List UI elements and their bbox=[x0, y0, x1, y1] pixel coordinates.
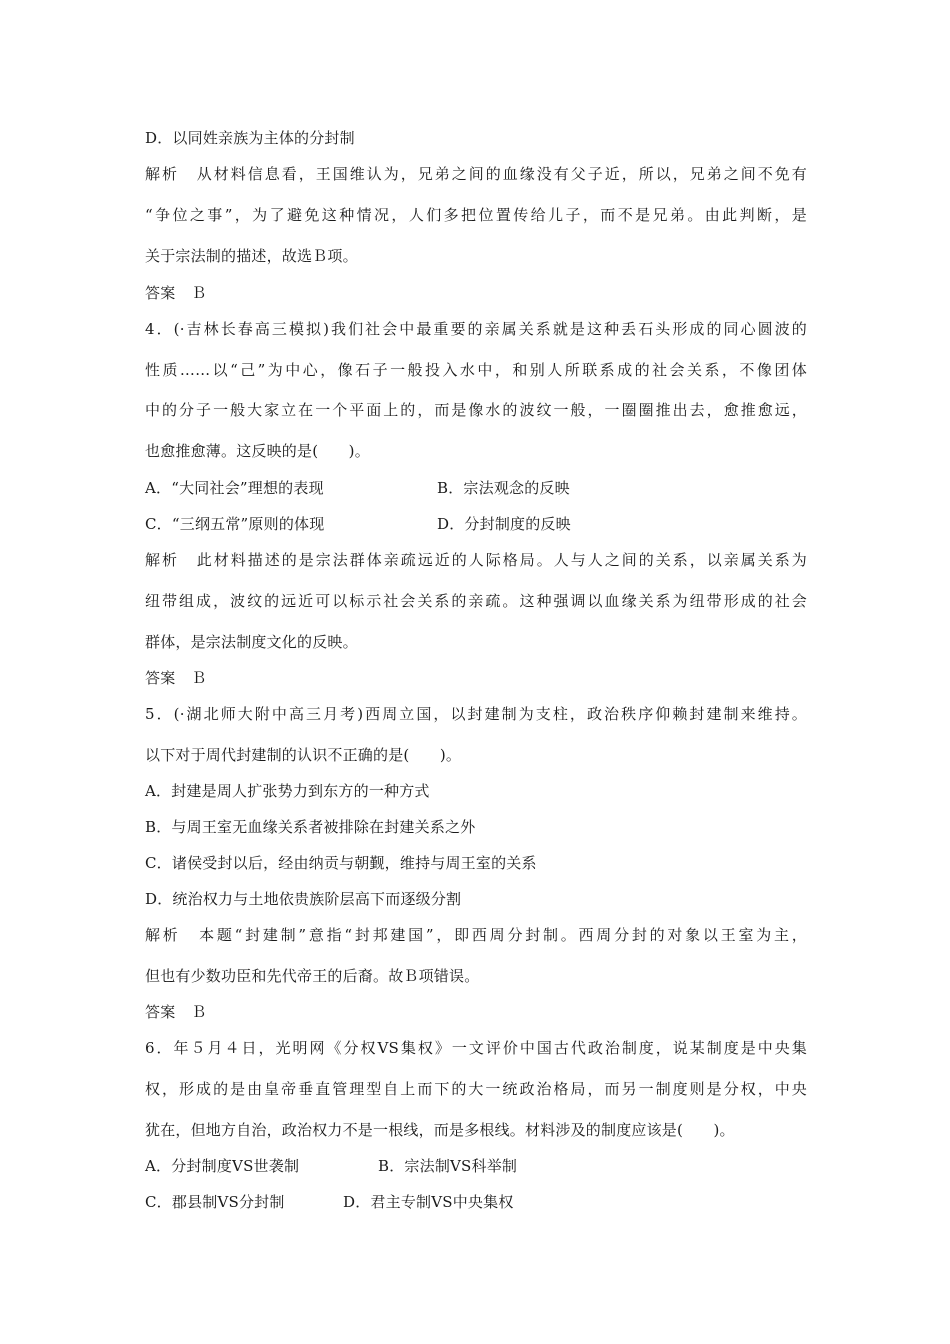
q4-stem-line-1: 4．(·吉林长春高三模拟)我们社会中最重要的亲属关系就是这种丢石头形成的同心圆波的 bbox=[145, 320, 807, 338]
q5-option-a: A．封建是周人扩张势力到东方的一种方式 bbox=[145, 782, 430, 800]
q4-option-c: C．“三纲五常”原则的体现 bbox=[145, 515, 325, 533]
q3-option-d: D．以同姓亲族为主体的分封制 bbox=[145, 129, 355, 147]
q3-answer-label: 答案 bbox=[145, 284, 176, 302]
q6-stem-line-3: 犹在，但地方自治，政治权力不是一根线，而是多根线。材料涉及的制度应该是( )。 bbox=[145, 1121, 735, 1139]
q3-answer-value: Ｂ bbox=[191, 284, 207, 302]
q4-stem-line-3: 中的分子一般大家立在一个平面上的，而是像水的波纹一般，一圈圈推出去，愈推愈远， bbox=[145, 401, 807, 419]
q6-option-c: C．郡县制VS分封制 bbox=[145, 1193, 285, 1211]
q3-answer bbox=[145, 283, 207, 303]
q6-option-b: B．宗法制VS科举制 bbox=[378, 1157, 518, 1175]
q5-stem-line-1: 5．(·湖北师大附中高三月考)西周立国，以封建制为支柱，政治秩序仰赖封建制来维持。 bbox=[145, 705, 807, 723]
q4-option-a: A．“大同社会”理想的表现 bbox=[145, 479, 324, 497]
q5-option-b: B．与周王室无血缘关系者被排除在封建关系之外 bbox=[145, 818, 476, 836]
q3-analysis-line-1: 解析 从材料信息看，王国维认为，兄弟之间的血缘没有父子近，所以，兄弟之间不免有 bbox=[145, 165, 807, 183]
q4-answer-value: Ｂ bbox=[191, 669, 207, 687]
q6-option-a: A．分封制度VS世袭制 bbox=[145, 1157, 300, 1175]
q5-option-c: C．诸侯受封以后，经由纳贡与朝觐，维持与周王室的关系 bbox=[145, 854, 537, 872]
q4-option-d: D．分封制度的反映 bbox=[437, 515, 571, 533]
q4-stem-line-2: 性质……以“己”为中心，像石子一般投入水中，和别人所联系成的社会关系，不像团体 bbox=[145, 361, 807, 379]
q3-analysis-line-3: 关于宗法制的描述，故选Ｂ项。 bbox=[145, 247, 358, 265]
q3-analysis-label: 解析 bbox=[145, 165, 179, 183]
q4-analysis-line-2: 纽带组成，波纹的远近可以标示社会关系的亲疏。这种强调以血缘关系为纽带形成的社会 bbox=[145, 592, 807, 610]
q4-option-b: B．宗法观念的反映 bbox=[437, 479, 570, 497]
q6-stem-line-1: 6．年５月４日，光明网《分权VS集权》一文评价中国古代政治制度，说某制度是中央集 bbox=[145, 1039, 807, 1057]
q5-option-d: D．统治权力与土地依贵族阶层高下而逐级分割 bbox=[145, 890, 462, 908]
q4-analysis-line-3: 群体，是宗法制度文化的反映。 bbox=[145, 633, 358, 651]
q5-answer-value: Ｂ bbox=[191, 1003, 207, 1021]
q4-stem-line-4: 也愈推愈薄。这反映的是( )。 bbox=[145, 442, 370, 460]
q4-analysis-line-1: 解析 此材料描述的是宗法群体亲疏远近的人际格局。人与人之间的关系，以亲属关系为 bbox=[145, 551, 807, 569]
q5-analysis-label: 解析 bbox=[145, 926, 181, 944]
q5-stem-line-2: 以下对于周代封建制的认识不正确的是( )。 bbox=[145, 746, 462, 764]
q5-answer bbox=[145, 1002, 207, 1022]
q6-option-d: D．君主专制VS中央集权 bbox=[343, 1193, 514, 1211]
q5-analysis-line-1: 解析 本题“封建制”意指“封邦建国”，即西周分封制。西周分封的对象以王室为主， bbox=[145, 926, 807, 944]
q4-answer bbox=[145, 668, 207, 688]
q3-analysis-line-2: “争位之事”，为了避免这种情况，人们多把位置传给儿子，而不是兄弟。由此判断，是 bbox=[145, 206, 807, 224]
q4-answer-label: 答案 bbox=[145, 669, 176, 687]
q6-stem-line-2: 权，形成的是由皇帝垂直管理型自上而下的大一统政治格局，而另一制度则是分权，中央 bbox=[145, 1080, 807, 1098]
q5-answer-label: 答案 bbox=[145, 1003, 176, 1021]
q5-analysis-line-2: 但也有少数功臣和先代帝王的后裔。故Ｂ项错误。 bbox=[145, 967, 480, 985]
q4-analysis-label: 解析 bbox=[145, 551, 179, 569]
